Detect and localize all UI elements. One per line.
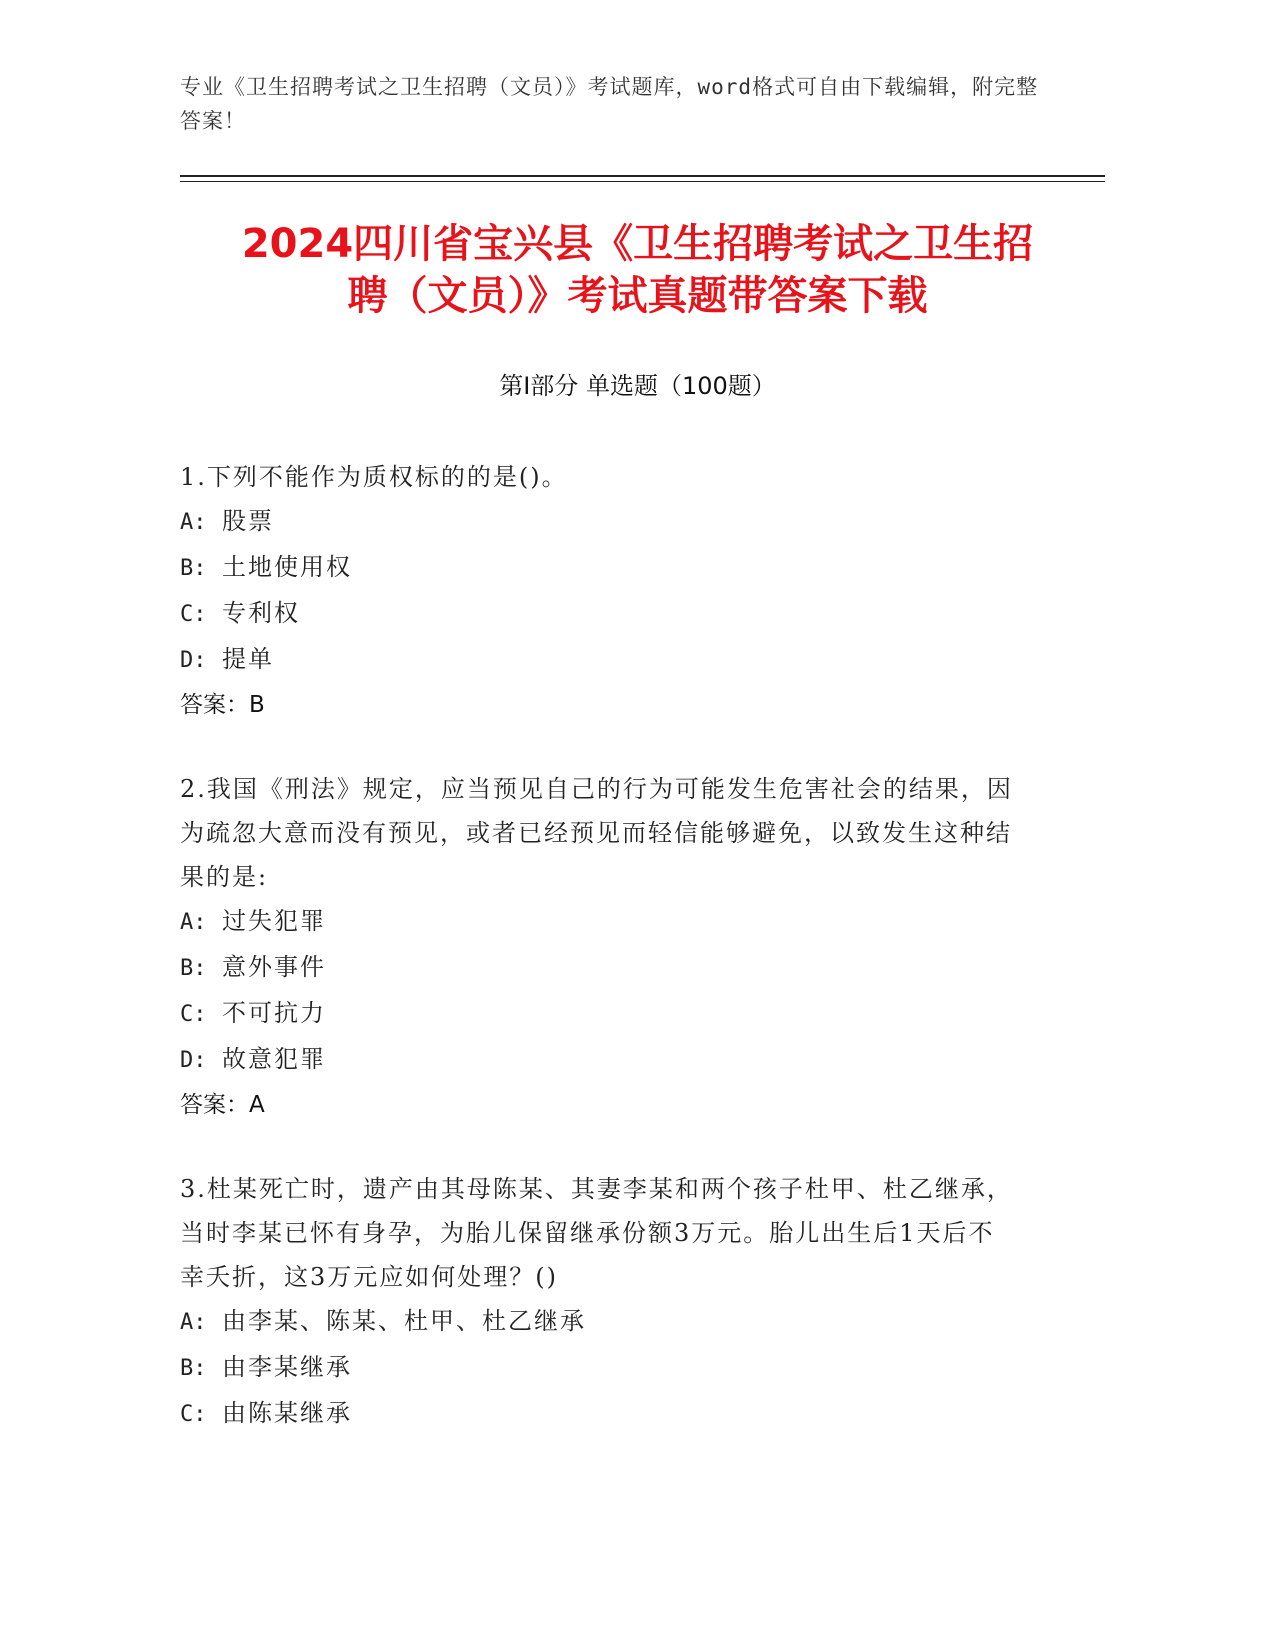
option-c [180,1391,1020,1437]
document-title [150,218,1125,322]
header-divider-thin [180,181,1105,182]
section-title: 第Ⅰ部分 单选题（100题） [499,372,776,400]
option-letter: A: [180,910,207,935]
option-c [180,591,1020,637]
option-letter: A: [180,510,207,535]
option-text: 由陈某继承 [222,1399,352,1427]
option-a [180,1299,1020,1345]
option-text: 提单 [222,645,274,673]
answer-line: 答案：B [180,692,265,718]
option-text: 土地使用权 [222,553,352,581]
option-letter: D: [180,1048,207,1073]
header-divider-thick [180,175,1105,177]
option-text: 由李某、陈某、杜甲、杜乙继承 [222,1307,586,1335]
option-text: 过失犯罪 [222,907,326,935]
header-note: 专业《卫生招聘考试之卫生招聘（文员）》考试题库，word格式可自由下载编辑，附完整答案！ [180,75,1039,133]
option-d [180,1037,1020,1083]
option-letter: B: [180,956,207,981]
option-letter: A: [180,1310,207,1335]
option-a [180,499,1020,545]
question-2 [180,767,1020,1127]
option-text: 意外事件 [222,953,326,981]
option-letter: C: [180,1002,207,1027]
option-text: 股票 [222,507,274,535]
option-letter: B: [180,1356,207,1381]
option-text: 由李某继承 [222,1353,352,1381]
option-letter: D: [180,648,207,673]
option-letter: C: [180,1402,207,1427]
option-b [180,945,1020,991]
option-b [180,545,1020,591]
question-1 [180,455,1020,727]
option-d [180,637,1020,683]
document-title-line-1: 2024四川省宝兴县《卫生招聘考试之卫生招 [241,221,1034,267]
option-a [180,899,1020,945]
option-b [180,1345,1020,1391]
option-text: 专利权 [222,599,300,627]
option-text: 故意犯罪 [222,1045,326,1073]
question-list [180,455,1020,1477]
answer-line: 答案：A [180,1092,265,1118]
option-text: 不可抗力 [222,999,326,1027]
option-letter: B: [180,556,207,581]
question-stem: 1.下列不能作为质权标的的是()。 [180,463,568,491]
question-stem: 3.杜某死亡时，遗产由其母陈某、其妻李某和两个孩子杜甲、杜乙继承，当时李某已怀有身孕，为胎儿保留继承份额3万元。胎儿出生后1天后不幸夭折，这3万元应如何处理？() [180,1175,1013,1291]
document-title-line-2: 聘（文员）》考试真题带答案下载 [347,273,928,319]
question-stem: 2.我国《刑法》规定，应当预见自己的行为可能发生危害社会的结果，因为疏忽大意而没有预见，或者已经预见而轻信能够避免，以致发生这种结果的是: [180,775,1013,891]
option-c [180,991,1020,1037]
option-letter: C: [180,602,207,627]
question-3 [180,1167,1020,1437]
